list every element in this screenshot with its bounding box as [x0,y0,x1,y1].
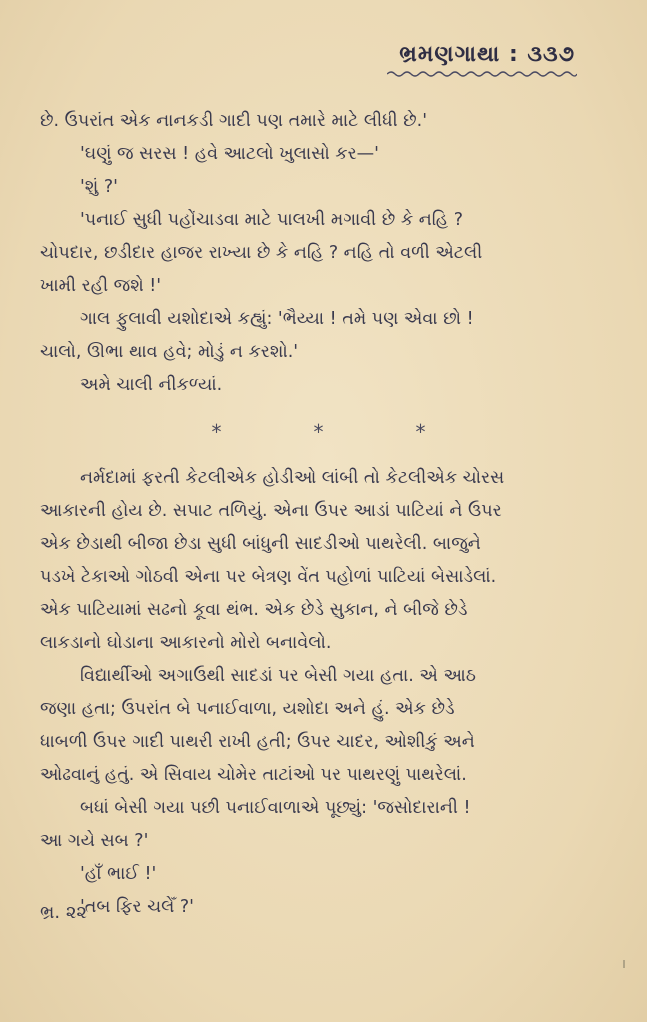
page-signature: ભ્ર. ૨૨ [40,902,87,923]
text-line: 'પનાઈ સુધી પહોંચાડવા માટે પાલખી મગાવી છે કે નહિ ? [80,210,464,230]
text-line: જણા હતા; ઉપરાંત બે પનાઈવાળા, યશોદા અને હું. એક છેડે [40,699,455,719]
separator-star: * [313,419,324,444]
text-line: ખામી રહી જશે !' [40,276,162,296]
text-line: 'શું ?' [80,177,118,197]
page-header: ભ્રમણગાથા : ૩૩૭ [399,42,575,67]
text-line: એક છેડાથી બીજા છેડા સુધી બાંધુની સાદડીઓ પાથરેલી. બાજુને [40,534,481,554]
text-line: 'ઘણું જ સરસ ! હવે આટલો ખુલાસો કર—' [80,144,379,164]
text-line: એક પાટિયામાં સઢનો કૂવા થંભ. એક છેડે સુકાન, ને બીજે છેડે [40,600,468,620]
text-line: લાકડાનો ઘોડાના આકારનો મોરો બનાવેલો. [40,633,332,653]
text-line: ગાલ ફુલાવી યશોદાએ કહ્યું: 'ભૈય્યા ! તમે પણ એવા છો ! [80,309,474,329]
text-line: બધાં બેસી ગયા પછી પનાઈવાળાએ પૂછ્યું: 'જસોદારાની ! [80,798,471,818]
text-line: ધાબળી ઉપર ગાદી પાથરી રાખી હતી; ઉપર ચાદર, ઓશીકું અને [40,732,475,752]
text-line: આ ગયે સબ ?' [40,831,149,851]
text-line: આકારની હોય છે. સપાટ તળિયું. એના ઉપર આડાં પાટિયાં ને ઉપર [40,501,502,521]
header-wavy-rule [387,70,577,78]
paper-speck [623,960,625,968]
text-line: 'તબ ફિર ચલેઁ ?' [80,897,194,917]
section-separator [40,402,587,462]
text-line: ચોપદાર, છડીદાર હાજર રાખ્યા છે કે નહિ ? નહિ તો વળી એટલી [40,243,483,263]
separator-star: * [415,419,426,444]
text-line: અમે ચાલી નીકળ્યાં. [80,375,223,395]
separator-star: * [211,419,222,444]
text-line: વિદ્યાર્થીઓ અગાઉથી સાદડાં પર બેસી ગયા હતા. એ આઠ [80,666,476,686]
body-text [40,105,587,924]
text-line: છે. ઉપરાંત એક નાનકડી ગાદી પણ તમારે માટે લીધી છે.' [40,111,428,131]
text-line: ચાલો, ઊભા થાવ હવે; મોડું ન કરશો.' [40,342,299,362]
text-line: ઓઢવાનું હતું. એ સિવાય ચોમેર તાટાંઓ પર પાથરણું પાથરેલાં. [40,765,467,785]
text-line: 'હાઁ ભાઈ !' [80,864,157,884]
text-line: નર્મદામાં ફરતી કેટલીએક હોડીઓ લાંબી તો કેટલીએક ચોરસ [80,468,505,488]
text-line: પડખે ટેકાઓ ગોઠવી એના પર બેત્રણ વેંત પહોળાં પાટિયાં બેસાડેલાં. [40,567,497,587]
